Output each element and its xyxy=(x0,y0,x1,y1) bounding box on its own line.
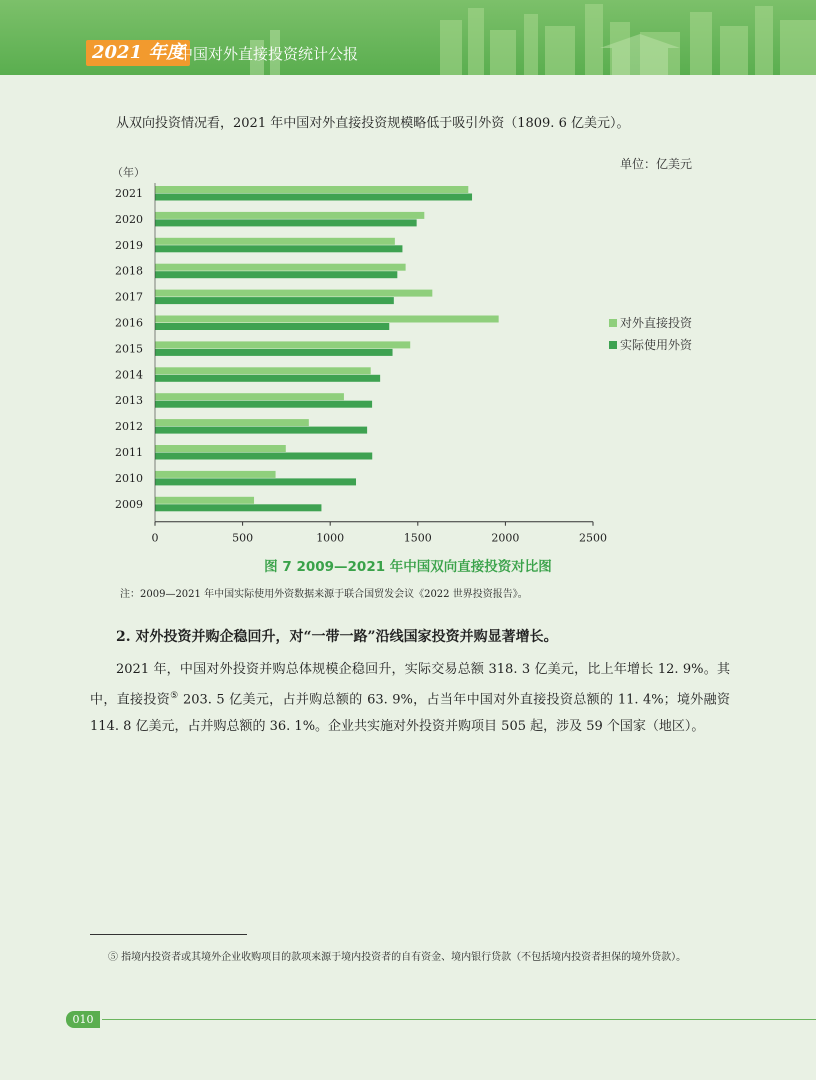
year-labels xyxy=(115,187,143,511)
year-label: 2021 xyxy=(115,187,143,200)
year-label: 2020 xyxy=(115,212,143,226)
year-label: 2011 xyxy=(115,446,143,459)
year-label: 2016 xyxy=(115,316,143,330)
bar-group xyxy=(155,186,499,511)
section-paragraph xyxy=(90,656,730,740)
paragraph-part-a: 2021 年，中国对外投资并购总体规模企稳回升，实际交易总额 318. 3 亿美元，比上年增长 12. 9%。其中，直接投资 xyxy=(90,662,730,708)
footnote-reference[interactable]: ⑤ xyxy=(170,691,179,701)
bidirectional-investment-bar-chart xyxy=(100,150,720,550)
x-tick-label: 500 xyxy=(232,531,254,545)
x-tick-label: 2000 xyxy=(491,531,520,545)
bar-odi-2018 xyxy=(155,264,406,271)
footnote-text: ⑤ 指境内投资者或其境外企业收购项目的款项来源于境内投资者的自有资金、境内银行贷款（不包括境内投资者担保的境外贷款）。 xyxy=(108,952,687,963)
legend xyxy=(609,315,693,352)
bar-odi-2015 xyxy=(155,341,410,348)
footnote-divider xyxy=(90,934,247,935)
bar-odi-2013 xyxy=(155,393,344,400)
bar-fdi-2014 xyxy=(155,375,380,382)
chart-caption: 图 7 2009—2021 年中国双向直接投资对比图 xyxy=(264,559,552,575)
year-label: 2018 xyxy=(115,264,143,278)
x-tick-label: 0 xyxy=(151,531,159,545)
report-year-badge: 2021 年度 xyxy=(86,40,190,66)
year-label: 2009 xyxy=(115,497,143,511)
bar-odi-2020 xyxy=(155,212,424,219)
year-label: 2019 xyxy=(115,238,143,252)
x-axis xyxy=(152,183,608,545)
bar-fdi-2021 xyxy=(155,194,472,201)
bar-odi-2019 xyxy=(155,238,395,245)
x-tick-label: 1500 xyxy=(403,531,432,545)
bar-odi-2012 xyxy=(155,419,309,426)
section-heading: 2. 对外投资并购企稳回升，对“一带一路”沿线国家投资并购显著增长。 xyxy=(116,629,558,645)
paragraph-part-b: 203. 5 亿美元，占并购总额的 63. 9%，占当年中国对外直接投资总额的 11. 4%；境外融资 114. 8 亿美元，占并购总额的 36. 1%。企业共实施对外投资并购项目 505 起，涉及 59 个国家（地区）。 xyxy=(90,692,730,735)
year-label: 2015 xyxy=(115,342,143,356)
bar-fdi-2010 xyxy=(155,478,356,485)
intro-paragraph: 从双向投资情况看，2021 年中国对外直接投资规模略低于吸引外资（1809. 6 亿美元）。 xyxy=(116,116,630,131)
x-tick-label: 1000 xyxy=(316,531,345,545)
page-header xyxy=(0,0,816,75)
legend-label: 实际使用外资 xyxy=(620,338,693,352)
year-label: 2013 xyxy=(115,394,143,408)
bar-fdi-2015 xyxy=(155,349,393,356)
legend-swatch xyxy=(609,341,617,349)
year-label: 2014 xyxy=(115,368,143,382)
bar-odi-2009 xyxy=(155,497,254,504)
bar-odi-2010 xyxy=(155,471,276,478)
footer-rule xyxy=(102,1019,816,1020)
bar-fdi-2011 xyxy=(155,453,372,460)
bar-fdi-2009 xyxy=(155,504,321,511)
bar-fdi-2016 xyxy=(155,323,389,330)
bar-fdi-2019 xyxy=(155,245,402,252)
legend-swatch xyxy=(609,319,617,327)
bar-fdi-2012 xyxy=(155,427,367,434)
bar-fdi-2017 xyxy=(155,297,394,304)
bar-fdi-2020 xyxy=(155,219,417,226)
bar-odi-2016 xyxy=(155,316,499,323)
bar-odi-2021 xyxy=(155,186,468,193)
year-label: 2010 xyxy=(115,471,143,485)
bar-fdi-2013 xyxy=(155,401,372,408)
page-number: 010 xyxy=(66,1011,100,1028)
year-axis-label: （年） xyxy=(112,166,145,179)
legend-label: 对外直接投资 xyxy=(620,316,693,330)
chart-source-note: 注：2009—2021 年中国实际使用外资数据来源于联合国贸发会议《2022 世界投资报告》。 xyxy=(120,589,528,600)
year-label: 2012 xyxy=(115,420,143,434)
bar-fdi-2018 xyxy=(155,271,397,278)
unit-label: 单位：亿美元 xyxy=(620,157,693,171)
report-title: 中国对外直接投资统计公报 xyxy=(178,45,359,63)
bar-odi-2011 xyxy=(155,445,286,452)
x-tick-label: 2500 xyxy=(579,531,607,545)
bar-odi-2017 xyxy=(155,290,432,297)
year-label: 2017 xyxy=(115,290,143,304)
bar-odi-2014 xyxy=(155,367,371,374)
